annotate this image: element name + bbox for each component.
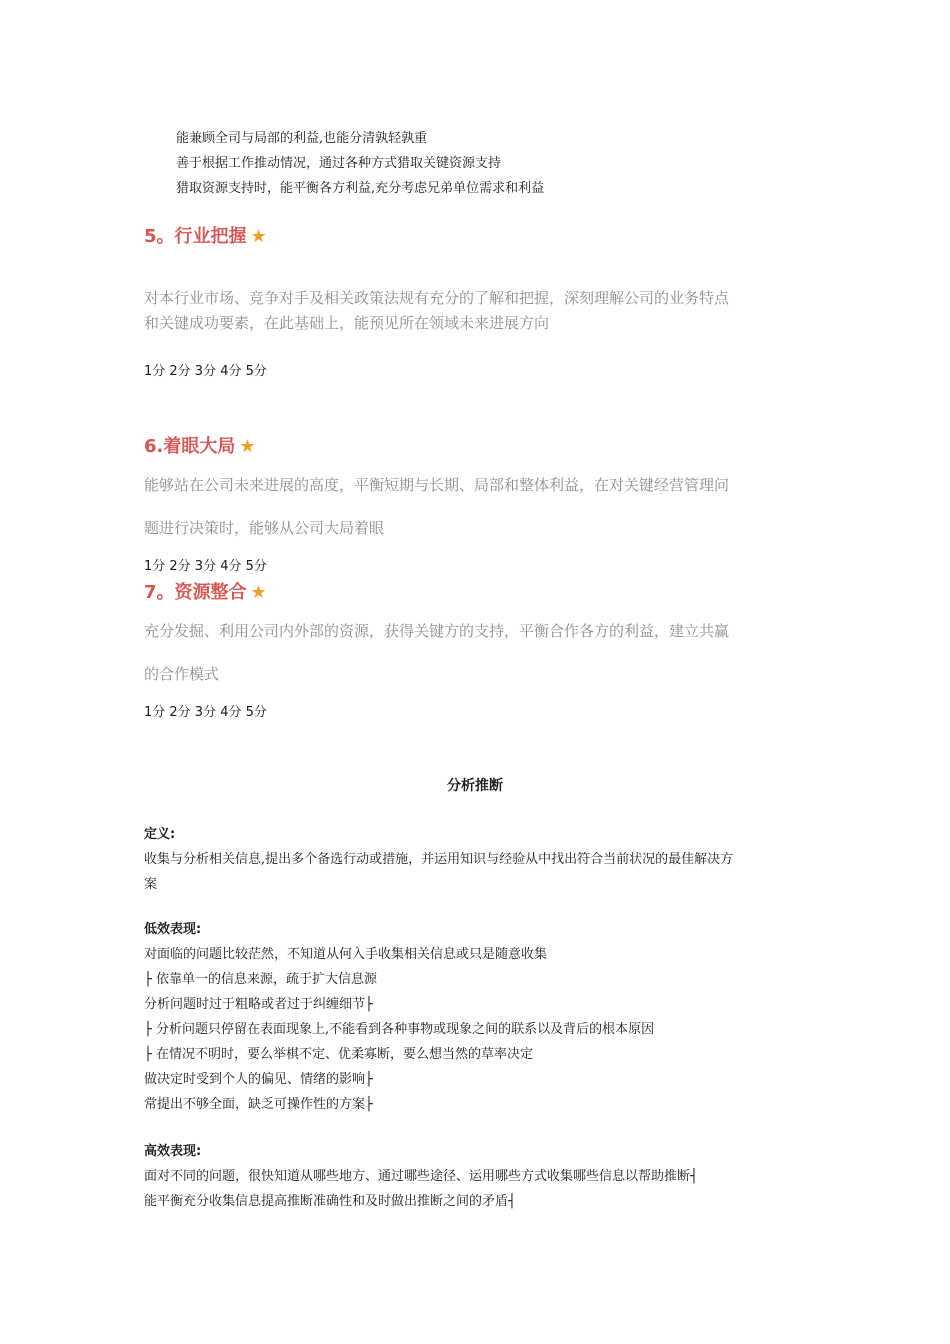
section-7-heading — [144, 578, 267, 604]
star-icon: ★ — [239, 436, 256, 457]
section-5-title: 5。行业把握 — [144, 226, 247, 247]
section-5-heading — [144, 222, 267, 248]
definition-label: 定义: — [144, 827, 176, 842]
low-item-7: 常提出不够全面，缺乏可操作性的方案├ — [144, 1097, 373, 1112]
section-7-scores: 1分 2分 3分 4分 5分 — [144, 705, 267, 720]
section-6-heading — [144, 432, 256, 458]
intro-line-1: 能兼顾全司与局部的利益,也能分清孰轻孰重 — [176, 131, 428, 146]
definition-text-2: 案 — [144, 877, 158, 892]
star-icon: ★ — [250, 582, 267, 603]
intro-line-3: 猎取资源支持时，能平衡各方利益,充分考虑兄弟单位需求和利益 — [176, 181, 545, 196]
definition-text-1: 收集与分析相关信息,提出多个备选行动或措施，并运用知识与经验从中找出符合当前状况的最佳解决方 — [144, 852, 734, 867]
low-item-1: 对面临的问题比较茫然，不知道从何入手收集相关信息或只是随意收集 — [144, 947, 548, 962]
high-item-1: 面对不同的问题，很快知道从哪些地方、通过哪些途径、运用哪些方式收集哪些信息以帮助推断┤ — [144, 1169, 698, 1184]
section-6-desc-1: 能够站在公司未来进展的高度，平衡短期与长期、局部和整体利益，在对关键经营管理问 — [144, 476, 730, 494]
low-item-4: ├ 分析问题只停留在表面现象上,不能看到各种事物或现象之间的联系以及背后的根本原因 — [144, 1022, 655, 1037]
section-7-title: 7。资源整合 — [144, 582, 247, 603]
section-6-desc-2: 题进行决策时，能够从公司大局着眼 — [144, 519, 385, 537]
high-item-2: 能平衡充分收集信息提高推断准确性和及时做出推断之间的矛盾┤ — [144, 1194, 516, 1209]
analysis-title: 分析推断 — [447, 778, 503, 794]
high-performance-label: 高效表现: — [144, 1144, 202, 1159]
section-5-desc-2: 和关键成功要素，在此基础上，能预见所在领域未来进展方向 — [144, 314, 550, 332]
section-5-scores: 1分 2分 3分 4分 5分 — [144, 364, 267, 379]
low-item-2: ├ 依靠单一的信息来源，疏于扩大信息源 — [144, 972, 377, 987]
section-6-title: 6.着眼大局 — [144, 436, 236, 457]
section-7-desc-2: 的合作模式 — [144, 665, 220, 683]
low-performance-label: 低效表现: — [144, 922, 202, 937]
section-7-desc-1: 充分发掘、利用公司内外部的资源，获得关键方的支持，平衡合作各方的利益，建立共赢 — [144, 622, 730, 640]
section-5-desc-1: 对本行业市场、竞争对手及相关政策法规有充分的了解和把握，深刻理解公司的业务特点 — [144, 289, 730, 307]
low-item-6: 做决定时受到个人的偏见、情绪的影响├ — [144, 1072, 373, 1087]
section-6-scores: 1分 2分 3分 4分 5分 — [144, 559, 267, 574]
star-icon: ★ — [250, 226, 267, 247]
low-item-5: ├ 在情况不明时，要么举棋不定、优柔寡断，要么想当然的草率决定 — [144, 1047, 533, 1062]
intro-line-2: 善于根据工作推动情况，通过各种方式猎取关键资源支持 — [176, 156, 502, 171]
low-item-3: 分析问题时过于粗略或者过于纠缠细节├ — [144, 997, 373, 1012]
